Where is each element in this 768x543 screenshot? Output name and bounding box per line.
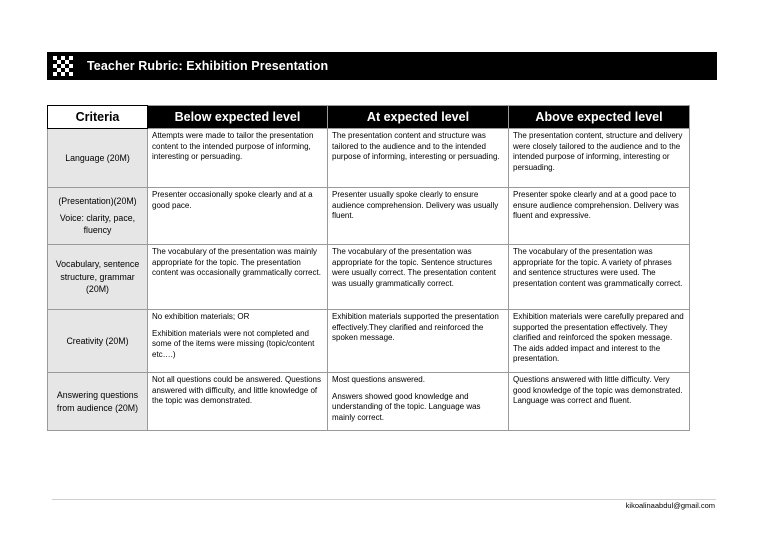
cell-text: Attempts were made to tailor the presentation content to the intended purpose of informing, interesting or persuading. [152, 131, 314, 161]
criteria-cell [48, 129, 148, 188]
at-cell [328, 310, 509, 373]
table-row-vocabulary [48, 245, 690, 310]
cell-text: No exhibition materials; OR [152, 312, 250, 321]
column-header-at: At expected level [328, 106, 509, 129]
cell-text: The presentation content, structure and delivery were closely tailored to the audience and to the intended purpose of informing, interesting or persuading. [513, 131, 683, 172]
below-cell [148, 129, 328, 188]
cell-text: Most questions answered. [332, 375, 425, 384]
above-cell [509, 129, 690, 188]
criteria-cell [48, 310, 148, 373]
criteria-label: Creativity (20M) [66, 335, 129, 346]
above-cell [509, 188, 690, 245]
column-header-above: Above expected level [509, 106, 690, 129]
footer-divider [52, 499, 716, 500]
criteria-sublabel: Voice: clarity, pace, fluency [59, 212, 136, 236]
table-row-language [48, 129, 690, 188]
cell-text: Exhibition materials were carefully prepared and supported the presentation effectively. They clarified and reinforced the spoken message. The aids added impact and interest to the presentation. [513, 312, 684, 363]
at-cell [328, 245, 509, 310]
column-header-criteria: Criteria [48, 106, 148, 129]
cell-text: The presentation content and structure was tailored to the audience and to the intended purpose of informing, interesting or persuading. [332, 131, 500, 161]
criteria-label: (Presentation)(20M) [58, 196, 137, 207]
footer-email: kikoalinaabdul@gmail.com [625, 501, 715, 510]
criteria-cell [48, 245, 148, 310]
table-row-presentation [48, 188, 690, 245]
cell-text: Exhibition materials were not completed and some of the items were missing (topic/content etc….) [152, 328, 315, 359]
column-header-below: Below expected level [148, 106, 328, 129]
criteria-cell [48, 188, 148, 245]
criteria-label: Answering questions from audience (20M) [56, 390, 139, 413]
above-cell [509, 310, 690, 373]
cell-text: The vocabulary of the presentation was mainly appropriate for the topic. The presentation content was occasionally grammatically correct. [152, 247, 321, 277]
cell-text: Presenter usually spoke clearly to ensure audience comprehension. Delivery was usually fluent. [332, 190, 499, 220]
at-cell [328, 188, 509, 245]
cell-text: Not all questions could be answered. Questions answered with difficulty, and little knowledge of the topic was demonstrated. [152, 375, 321, 405]
below-cell [148, 245, 328, 310]
page-title: Teacher Rubric: Exhibition Presentation [87, 59, 329, 73]
cell-text: Presenter occasionally spoke clearly and at a good pace. [152, 190, 313, 210]
checkered-icon [53, 56, 73, 76]
title-bar [47, 52, 717, 80]
rubric-table [47, 105, 690, 431]
cell-text: The vocabulary of the presentation was appropriate for the topic. A variety of phrases and sentence structures were used. The presentation content was grammatically correct. [513, 247, 683, 288]
table-row-creativity [48, 310, 690, 373]
table-row-answering [48, 373, 690, 431]
cell-text: Questions answered with little difficulty. Very good knowledge of the topic was demonstrated. Language was correct and fluent. [513, 375, 683, 405]
below-cell [148, 188, 328, 245]
criteria-label: Vocabulary, sentence structure, grammar (20M) [55, 259, 140, 295]
cell-text: Presenter spoke clearly and at a good pace to ensure audience comprehension. Delivery was fluent and expressive. [513, 190, 679, 220]
header-row [48, 106, 690, 129]
cell-text: Exhibition materials supported the presentation effectively.They clarified and reinforced the spoken message. [332, 312, 499, 342]
below-cell [148, 310, 328, 373]
at-cell [328, 129, 509, 188]
cell-text: The vocabulary of the presentation was appropriate for the topic. Sentence structures were usually correct. The presentation content was usually grammatically correct. [332, 247, 496, 288]
above-cell [509, 373, 690, 431]
criteria-cell [48, 373, 148, 431]
below-cell [148, 373, 328, 431]
at-cell [328, 373, 509, 431]
cell-text: Answers showed good knowledge and understanding of the topic. Language was mainly correct. [332, 391, 481, 422]
above-cell [509, 245, 690, 310]
criteria-label: Language (20M) [65, 152, 130, 163]
